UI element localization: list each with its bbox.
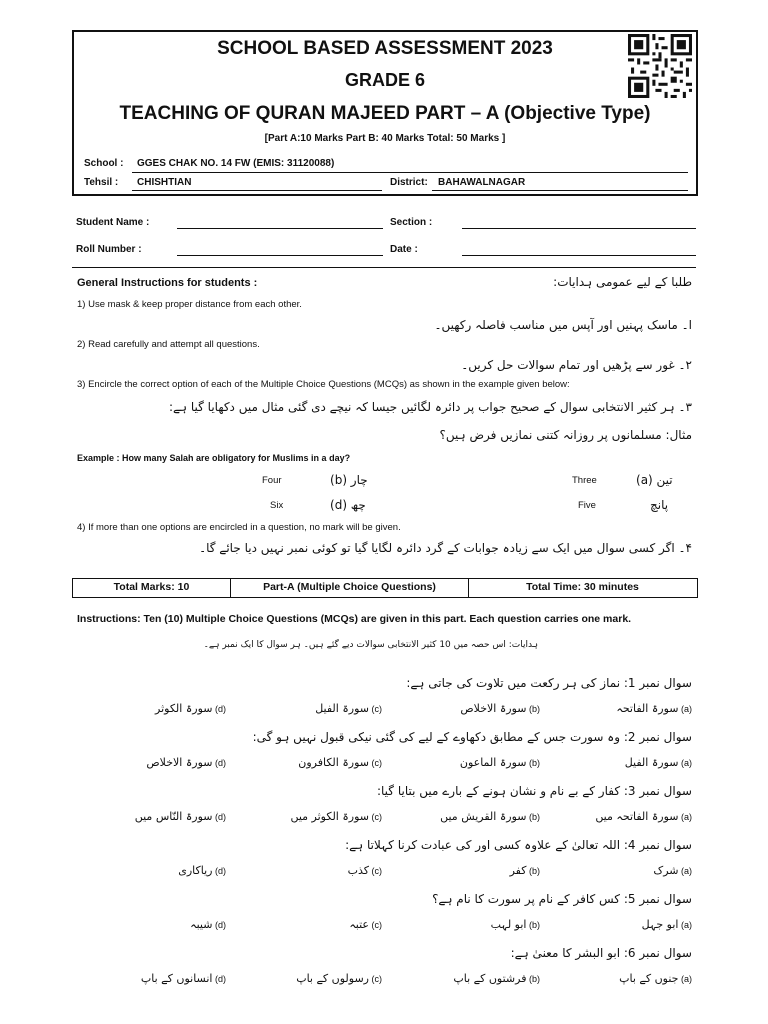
option-text: سورۃ الفاتحہ میں xyxy=(595,810,679,823)
option-letter: (c) xyxy=(369,758,382,768)
option-d[interactable] xyxy=(135,810,226,823)
instruction-1-urdu: ا۔ ماسک پہنیں اور آپس میں مناسب فاصلہ رکھیں۔ xyxy=(434,318,692,332)
option-letter: (b) xyxy=(526,920,540,930)
option-letter: (d) xyxy=(212,812,226,822)
option-b[interactable] xyxy=(460,702,540,715)
option-letter: (c) xyxy=(369,812,382,822)
summary-bar xyxy=(72,578,698,598)
option-letter: (d) xyxy=(212,704,226,714)
option-letter: (c) xyxy=(369,974,382,984)
option-letter: (d) xyxy=(212,866,226,876)
option-text: جنوں کے باپ xyxy=(619,972,679,985)
option-text: ریاکاری xyxy=(178,864,213,877)
option-text: سورۃ النّاس میں xyxy=(134,810,213,823)
question-text: سوال نمبر 4: اللہ تعالیٰ کے علاوہ کسی اور کی عبادت کرنا کہلاتا ہے: xyxy=(345,838,692,852)
option-c[interactable] xyxy=(315,702,382,715)
option-text: عتبہ xyxy=(349,918,369,931)
instructions-heading-urdu: طلبا کے لیے عمومی ہدایات: xyxy=(553,275,692,289)
option-d[interactable] xyxy=(190,918,226,931)
example-urdu: مثال: مسلمانوں پر روزانہ کتنی نمازیں فرض ہیں؟ xyxy=(439,428,692,442)
option-d[interactable] xyxy=(155,702,226,715)
option-letter: (c) xyxy=(369,866,382,876)
question-text: سوال نمبر 1: نماز کی ہر رکعت میں تلاوت کی جاتی ہے: xyxy=(406,676,692,690)
option-letter: (a) xyxy=(678,866,692,876)
student-name-field[interactable] xyxy=(177,228,383,229)
example-option-d-ur: چھ (d) xyxy=(330,498,366,512)
student-name-label: Student Name : xyxy=(76,217,150,228)
option-text: سورۃ الماعون xyxy=(459,756,527,769)
option-letter: (d) xyxy=(212,758,226,768)
grade-title: GRADE 6 xyxy=(344,70,425,90)
instruction-2: 2) Read carefully and attempt all questions. xyxy=(77,339,260,350)
example-option-d-en: Six xyxy=(270,500,284,511)
question-text: سوال نمبر 2: وہ سورت جس کے مطابق دکھاوے کے لیے کی گئی نیکی قبول نہیں ہو گی: xyxy=(252,730,692,744)
total-marks: Total Marks: 10 xyxy=(73,579,231,597)
school-value: GGES CHAK NO. 14 FW (EMIS: 31120088) xyxy=(137,158,335,169)
option-text: رسولوں کے باپ xyxy=(296,972,369,985)
option-letter: (a) xyxy=(678,920,692,930)
instruction-4: 4) If more than one options are encircled in a question, no mark will be given. xyxy=(77,522,401,533)
example-option-a-en: Three xyxy=(572,475,597,486)
question-text: سوال نمبر 5: کس کافر کے نام پر سورت کا نام ہے؟ xyxy=(432,892,692,906)
option-letter: (a) xyxy=(678,974,692,984)
example-english: Example : How many Salah are obligatory for Muslims in a day? xyxy=(77,453,351,463)
option-a[interactable] xyxy=(642,918,692,931)
option-letter: (b) xyxy=(526,704,540,714)
option-c[interactable] xyxy=(298,756,382,769)
instructions-heading: General Instructions for students : xyxy=(77,277,258,289)
section-field[interactable] xyxy=(462,228,696,229)
roll-number-label: Roll Number : xyxy=(76,244,142,255)
option-b[interactable] xyxy=(510,864,540,877)
option-letter: (b) xyxy=(526,974,540,984)
question-text: سوال نمبر 3: کفار کے بے نام و نشان ہونے کے بارے میں بتایا گیا: xyxy=(376,784,692,798)
example-option-b-en: Four xyxy=(262,475,282,486)
marks-info: [Part A:10 Marks Part B: 40 Marks Total: 50 Marks ] xyxy=(264,133,506,144)
subject-title: TEACHING OF QURAN MAJEED PART – A (Objective Type) xyxy=(119,103,651,124)
part-label: Part-A (Multiple Choice Questions) xyxy=(231,579,469,597)
option-text: سورۃ الفیل xyxy=(315,702,369,715)
option-text: ابو لہب xyxy=(490,918,527,931)
instruction-3-urdu: ۳۔ ہر کثیر الانتخابی سوال کے صحیح جواب پر دائرہ لگائیں جیسا کہ نیچے دی گئی مثال میں دکھایا گیا ہے: xyxy=(168,400,692,414)
option-letter: (a) xyxy=(678,704,692,714)
option-text: سورۃ الاخلاص xyxy=(146,756,213,769)
date-field[interactable] xyxy=(462,255,696,256)
tehsil-value: CHISHTIAN xyxy=(137,177,192,188)
school-underline xyxy=(132,172,688,173)
option-a[interactable] xyxy=(616,702,692,715)
instruction-4-urdu: ۴۔ اگر کسی سوال میں ایک سے زیادہ جوابات کے گرد دائرہ لگایا گیا تو کوئی نمبر نہیں دیا جائے گا۔ xyxy=(199,541,692,555)
example-option-c-en: Five xyxy=(578,500,596,511)
option-d[interactable] xyxy=(178,864,226,877)
option-a[interactable] xyxy=(619,972,692,985)
option-text: سورۃ الاخلاص xyxy=(460,702,527,715)
option-letter: (d) xyxy=(212,974,226,984)
option-c[interactable] xyxy=(348,864,382,877)
tehsil-underline xyxy=(132,190,382,191)
option-d[interactable] xyxy=(141,972,226,985)
instruction-3: 3) Encircle the correct option of each of the Multiple Choice Questions (MCQs) as shown in the example given below: xyxy=(77,379,570,390)
option-letter: (c) xyxy=(369,920,382,930)
option-a[interactable] xyxy=(653,864,692,877)
example-option-a-ur: تین (a) xyxy=(636,473,673,487)
option-letter: (a) xyxy=(678,812,692,822)
option-text: انسانوں کے باپ xyxy=(140,972,213,985)
option-a[interactable] xyxy=(625,756,692,769)
district-value: BAHAWALNAGAR xyxy=(438,177,526,188)
option-letter: (d) xyxy=(212,920,226,930)
option-d[interactable] xyxy=(146,756,226,769)
instruction-2-urdu: ۲۔ غور سے پڑھیں اور تمام سوالات حل کریں۔ xyxy=(461,358,692,372)
option-b[interactable] xyxy=(440,810,540,823)
qr-code-icon xyxy=(628,34,692,98)
option-text: سورۃ الفیل xyxy=(624,756,679,769)
option-b[interactable] xyxy=(491,918,540,931)
part-instructions: Instructions: Ten (10) Multiple Choice Questions (MCQs) are given in this part. Each question carries one mark. xyxy=(77,613,632,625)
option-text: سورۃ القریش میں xyxy=(440,810,527,823)
instruction-1: 1) Use mask & keep proper distance from each other. xyxy=(77,299,302,310)
option-text: سورۃ الکوثر میں xyxy=(290,810,369,823)
total-time: Total Time: 30 minutes xyxy=(526,581,639,593)
option-text: شرک xyxy=(653,864,679,877)
option-text: سورۃ الفاتحہ xyxy=(616,702,679,715)
example-option-b-ur: چار (b) xyxy=(330,473,368,487)
example-option-c-ur: پانچ xyxy=(650,498,669,512)
section-label: Section : xyxy=(390,217,433,228)
school-label: School : xyxy=(84,158,124,169)
option-text: ابو جہل xyxy=(641,918,679,931)
option-b[interactable] xyxy=(453,972,540,985)
district-label: District: xyxy=(390,177,428,188)
option-letter: (b) xyxy=(526,758,540,768)
option-text: کذب xyxy=(347,864,369,877)
option-letter: (b) xyxy=(526,866,540,876)
option-text: شیبہ xyxy=(190,918,213,931)
option-letter: (b) xyxy=(526,812,540,822)
tehsil-label: Tehsil : xyxy=(84,177,119,188)
option-c[interactable] xyxy=(349,918,382,931)
district-underline xyxy=(432,190,688,191)
option-text: سورۃ الکافرون xyxy=(298,756,369,769)
option-a[interactable] xyxy=(595,810,692,823)
option-letter: (c) xyxy=(369,704,382,714)
option-text: فرشتوں کے باپ xyxy=(453,972,527,985)
divider xyxy=(72,267,696,268)
option-text: سورۃ الکوثر xyxy=(155,702,213,715)
option-c[interactable] xyxy=(290,810,382,823)
option-b[interactable] xyxy=(460,756,540,769)
question-text: سوال نمبر 6: ابو البشر کا معنیٰ ہے: xyxy=(510,946,692,960)
option-text: کفر xyxy=(509,864,527,877)
option-letter: (a) xyxy=(678,758,692,768)
date-label: Date : xyxy=(390,244,418,255)
roll-number-field[interactable] xyxy=(177,255,383,256)
part-instructions-urdu: ہدایات: اس حصہ میں 10 کثیر الانتخابی سوالات دیے گئے ہیں۔ ہر سوال کا ایک نمبر ہے۔ xyxy=(203,640,538,650)
exam-title: SCHOOL BASED ASSESSMENT 2023 xyxy=(217,38,553,59)
option-c[interactable] xyxy=(296,972,382,985)
